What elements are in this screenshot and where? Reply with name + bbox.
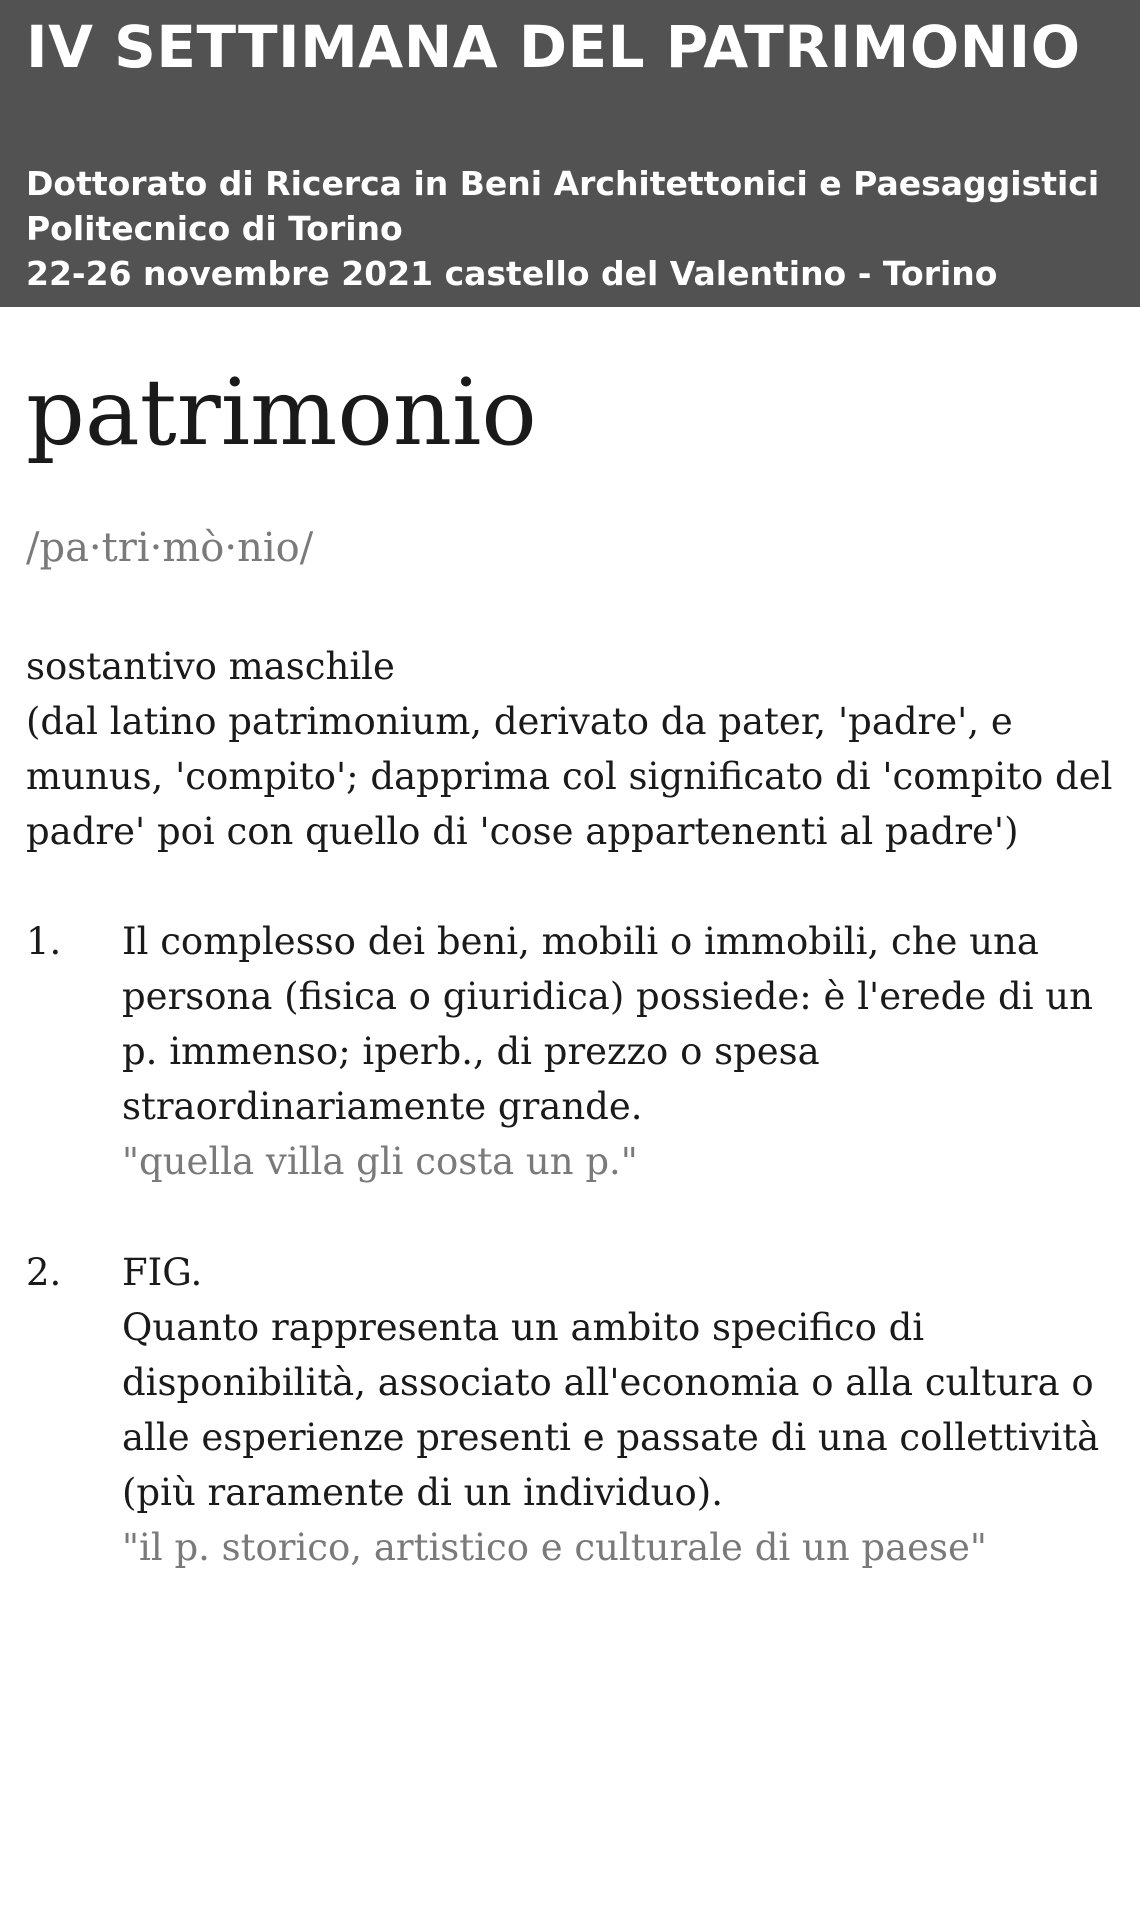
definition-body (122, 914, 1116, 1189)
event-title: IV SETTIMANA DEL PATRIMONIO (26, 13, 1081, 81)
institution-name: Politecnico di Torino (26, 209, 403, 248)
definition-number: 1. (26, 920, 62, 963)
pronunciation: /pa·tri·mò·nio/ (26, 525, 314, 571)
definition-body (122, 1245, 1116, 1575)
header-banner (0, 0, 1140, 307)
etymology: (dal latino patrimonium, derivato da pater, 'padre', e munus, 'compito'; dapprima col significato di 'compito del padre' poi con quello di 'cose appartenenti al padre') (26, 700, 1113, 853)
definition-number: 2. (26, 1251, 62, 1294)
part-of-speech: sostantivo maschile (26, 645, 395, 688)
definition-example: "il p. storico, artistico e culturale di un paese" (122, 1526, 987, 1569)
program-name: Dottorato di Ricerca in Beni Architettonici e Paesaggistici (26, 164, 1100, 203)
definition-text: Quanto rappresenta un ambito specifico di disponibilità, associato all'economia o alla cultura o alle esperienze presenti e passate di una collettività (più raramente di un individuo). (122, 1306, 1100, 1514)
event-date-location: 22-26 novembre 2021 castello del Valentino - Torino (26, 254, 998, 293)
headword: patrimonio (26, 359, 537, 466)
definition-label: FIG. (122, 1251, 203, 1294)
definition-example: "quella villa gli costa un p." (122, 1140, 638, 1183)
definition-text: Il complesso dei beni, mobili o immobili, che una persona (fisica o giuridica) possiede: è l'erede di un p. immenso; iperb., di prezzo o spesa straordinariamente grande. (122, 920, 1093, 1128)
